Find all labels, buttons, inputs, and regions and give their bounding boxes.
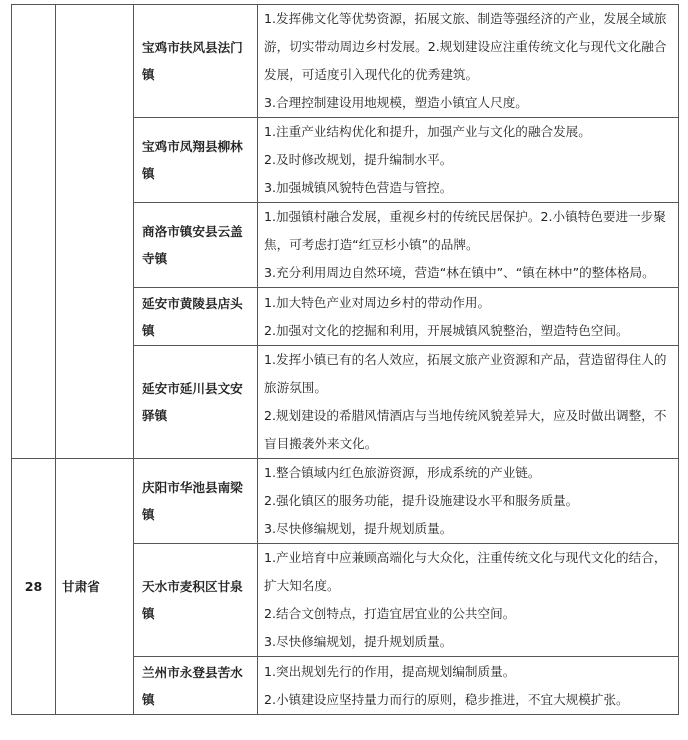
- province-name: 甘肃省: [56, 459, 134, 715]
- town-name: 延安市延川县文安驿镇: [134, 346, 258, 459]
- evaluation-item: 1.发挥小镇已有的名人效应，拓展文旅产业资源和产品，营造留得住人的旅游氛围。: [264, 352, 667, 395]
- evaluation-item: 1.发挥佛文化等优势资源，拓展文旅、制造等强经济的产业，发展全域旅游，切实带动周边乡村发展。2.规划建设应注重传统文化与现代文化融合发展，可适度引入现代化的优秀建筑。: [264, 11, 667, 82]
- evaluation-item: 3.充分利用周边自然环境，营造“林在镇中”、“镇在林中”的整体格局。: [264, 265, 655, 280]
- town-name: 庆阳市华池县南梁镇: [134, 459, 258, 544]
- evaluation-item: 2.加强对文化的挖掘和利用，开展城镇风貌整治，塑造特色空间。: [264, 322, 629, 338]
- evaluation-item: 1.突出规划先行的作用，提高规划编制质量。: [264, 663, 516, 679]
- evaluation-item: 2.规划建设的希腊风情酒店与当地传统风貌差异大，应及时做出调整，不盲目搬袭外来文化。: [264, 408, 667, 451]
- evaluation-cell: [258, 118, 679, 203]
- evaluation-item: 1.整合镇域内红色旅游资源，形成系统的产业链。: [264, 465, 541, 480]
- evaluation-item: 3.尽快修编规划，提升规划质量。: [264, 521, 453, 536]
- evaluation-item: 2.小镇建设应坚持量力而行的原则，稳步推进，不宜大规模扩张。: [264, 691, 629, 707]
- evaluation-item: 2.强化镇区的服务功能，提升设施建设水平和服务质量。: [264, 493, 579, 508]
- town-name: 兰州市永登县苦水镇: [134, 657, 258, 715]
- town-name: 商洛市镇安县云盖寺镇: [134, 203, 258, 288]
- evaluation-item: 3.尽快修编规划，提升规划质量。: [264, 634, 453, 649]
- evaluation-cell: [258, 459, 679, 544]
- evaluation-cell: [258, 544, 679, 657]
- town-name: 延安市黄陵县店头镇: [134, 288, 258, 346]
- evaluation-item: 1.产业培育中应兼顾高端化与大众化，注重传统文化与现代文化的结合，扩大知名度。: [264, 550, 667, 593]
- town-name: 天水市麦积区甘泉镇: [134, 544, 258, 657]
- evaluation-item: 3.加强城镇风貌特色营造与管控。: [264, 180, 453, 195]
- table-row: [12, 5, 679, 118]
- town-name: 宝鸡市凤翔县柳林镇: [134, 118, 258, 203]
- evaluation-item: 2.结合文创特点，打造宜居宜业的公共空间。: [264, 606, 516, 621]
- town-name: 宝鸡市扶风县法门镇: [134, 5, 258, 118]
- evaluation-item: 2.及时修改规划，提升编制水平。: [264, 152, 453, 167]
- evaluation-cell: [258, 5, 679, 118]
- evaluation-cell: [258, 288, 679, 346]
- table-row: [12, 459, 679, 544]
- town-evaluation-table: [11, 4, 679, 715]
- evaluation-item: 1.加强镇村融合发展，重视乡村的传统民居保护。2.小镇特色要进一步聚焦，可考虑打造“红豆杉小镇”的品牌。: [264, 209, 666, 252]
- row-number-cell: [12, 5, 56, 459]
- evaluation-item: 1.注重产业结构优化和提升，加强产业与文化的融合发展。: [264, 124, 591, 139]
- evaluation-item: 1.加大特色产业对周边乡村的带动作用。: [264, 294, 491, 310]
- province-cell: [56, 5, 134, 459]
- evaluation-cell: [258, 346, 679, 459]
- row-number: 28: [12, 459, 56, 715]
- evaluation-cell: [258, 657, 679, 715]
- evaluation-item: 3.合理控制建设用地规模，塑造小镇宜人尺度。: [264, 95, 528, 110]
- evaluation-cell: [258, 203, 679, 288]
